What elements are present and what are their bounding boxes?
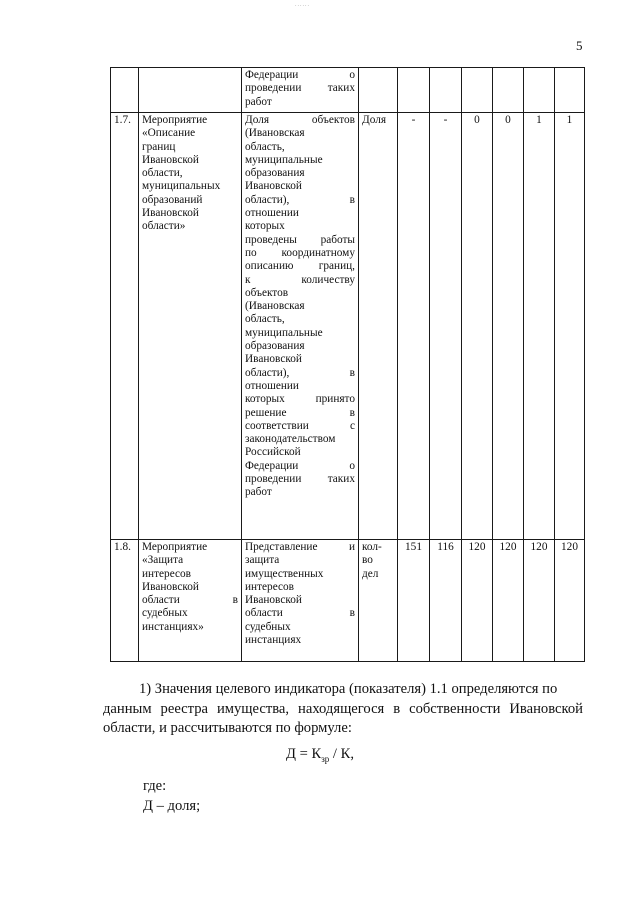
where-label: где: xyxy=(143,778,167,794)
variable-definition: Д – доля; xyxy=(143,798,201,814)
paragraph-line: 1) Значения целевого индикатора (показателя) 1.1 определяются по xyxy=(139,681,558,697)
value-cell xyxy=(430,68,462,113)
formula-lhs: Д = К xyxy=(285,746,322,762)
scan-header-mark: ...... xyxy=(295,2,310,8)
value-cell: 120 xyxy=(555,540,585,662)
row-number-cell: 1.7. xyxy=(111,113,139,540)
value-cell: 0 xyxy=(462,113,493,540)
value-cell: 120 xyxy=(524,540,555,662)
table-row-1-7 xyxy=(111,113,585,540)
table-row-continuation xyxy=(111,68,585,113)
event-cell: Мероприятие «Защита интересов Ивановской области в судебных инстанциях» xyxy=(139,540,242,662)
value-cell xyxy=(555,68,585,113)
event-cell xyxy=(139,68,242,113)
value-cell: 116 xyxy=(430,540,462,662)
formula xyxy=(0,746,640,764)
value-cell xyxy=(524,68,555,113)
value-cell: - xyxy=(430,113,462,540)
unit-cell xyxy=(359,68,398,113)
value-cell xyxy=(398,68,430,113)
page-number: 5 xyxy=(576,38,583,53)
formula-rhs: / К, xyxy=(329,746,354,762)
value-cell: 1 xyxy=(524,113,555,540)
indicator-cell: Доля объектов (Ивановская область, муниципальные образования Ивановской области), в отношении которых проведены работы по координатному описанию границ, к количеству объектов (Ивановская область, муниципальные образования Ивановской области), в отношении которых принято решение в соответствии с законодательством Российской Федерации о проведении таких работ xyxy=(242,113,359,540)
indicators-table xyxy=(110,67,585,662)
value-cell: 1 xyxy=(555,113,585,540)
value-cell: - xyxy=(398,113,430,540)
unit-cell: Доля xyxy=(359,113,398,540)
indicator-cell: Федерации о проведении таких работ xyxy=(242,68,359,113)
value-cell xyxy=(462,68,493,113)
indicator-cell: Представление и защита имущественных интересов Ивановской области в судебных инстанциях xyxy=(242,540,359,662)
formula-description-paragraph xyxy=(103,680,583,739)
row-number-cell xyxy=(111,68,139,113)
value-cell: 120 xyxy=(493,540,524,662)
event-cell: Мероприятие «Описание границ Ивановской области, муниципальных образований Ивановской области» xyxy=(139,113,242,540)
paragraph-line: области, и рассчитываются по формуле: xyxy=(103,720,352,736)
value-cell xyxy=(493,68,524,113)
row-number-cell: 1.8. xyxy=(111,540,139,662)
table-row-1-8 xyxy=(111,540,585,662)
unit-cell: кол- во дел xyxy=(359,540,398,662)
value-cell: 151 xyxy=(398,540,430,662)
value-cell: 0 xyxy=(493,113,524,540)
paragraph-line: данным реестра имущества, находящегося в собственности Ивановской xyxy=(103,700,583,717)
value-cell: 120 xyxy=(462,540,493,662)
formula-subscript: зр xyxy=(321,753,330,764)
